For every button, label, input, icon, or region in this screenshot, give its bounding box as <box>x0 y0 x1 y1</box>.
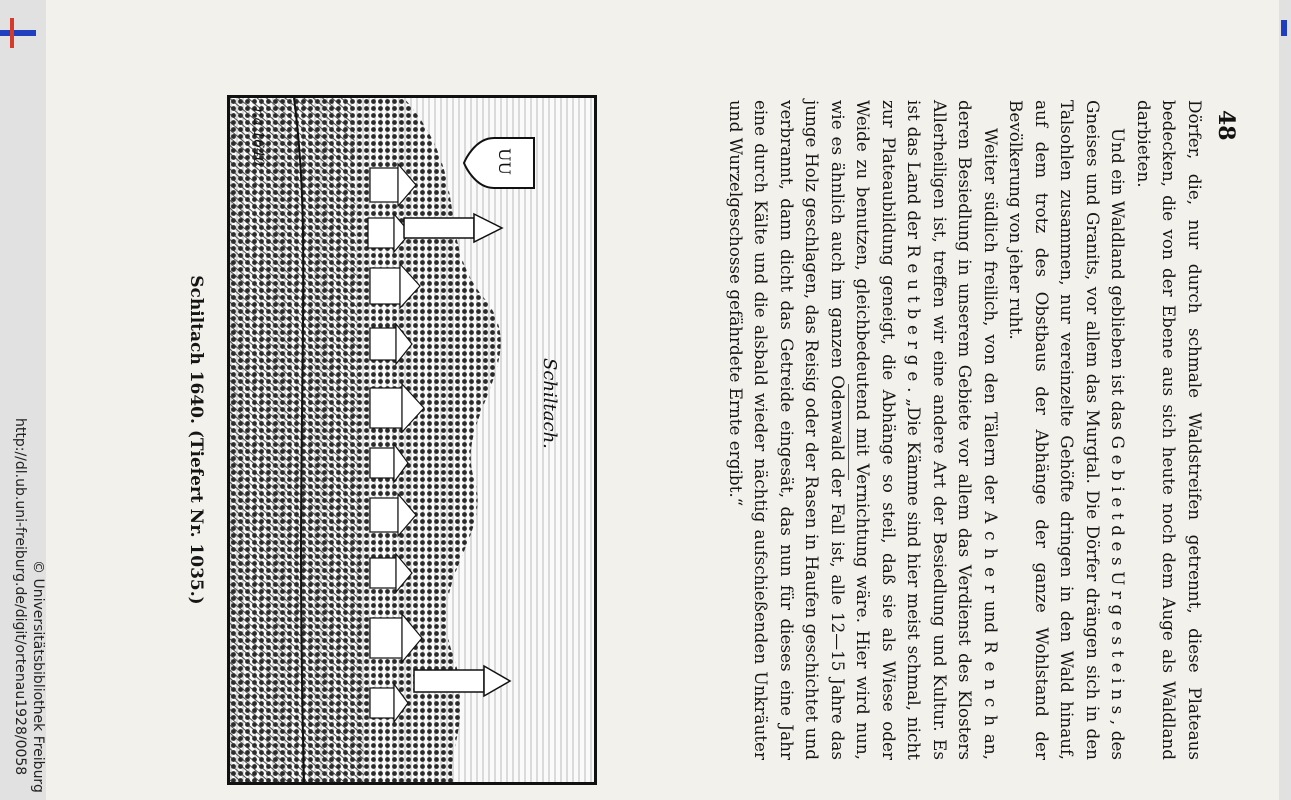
valley-ground <box>230 98 364 782</box>
body-text <box>723 100 1208 760</box>
right-margin-strip <box>1279 0 1291 800</box>
copyright-notice: © Universitätsbibliothek Freiburg <box>30 560 46 793</box>
paragraph-1: Dörfer, die, nur durch schmale Waldstreifen getrennt, diese Plateaus bedecken, die von der Ebene aus sich heute noch dem Auge als Waldland darbieten. <box>1134 100 1205 760</box>
engraving-inscription: Schiltach. <box>539 358 560 449</box>
page-number: 48 <box>1213 110 1239 141</box>
section-separator <box>848 384 849 480</box>
right-blue-marker <box>1281 20 1287 36</box>
illustration-caption: Schiltach 1640. (Tiefert Nr. 1035.) <box>186 275 206 605</box>
scanned-page <box>46 0 1279 800</box>
page-content <box>46 0 1279 800</box>
margin-citation <box>0 0 46 800</box>
digitization-url[interactable]: http://dl.ub.uni-freiburg.de/digit/ortenau1928/0058 <box>12 418 28 776</box>
svg-text:UU: UU <box>495 148 514 175</box>
paragraph-3: Weiter südlich freilich, von den Tälern der A c h e r und R e n c h an, deren Besiedlung in unserem Gebiete vor allem das Verdienst des Klosters Allerheiligen ist, treffen wir eine andere Art der Besiedlung und Kultur. Es ist das Land der R e u t b e r g e . „Die Kämme sind hier meist schmal, nicht zur Plateaubildung geneigt, die Abhänge so steil, daß sie als Wiese oder Weide zu benutzen, gleichbedeutend mit Vernichtung wäre. Hier wird nun, wie es ähnlich auch im ganzen Odenwald der Fall ist, alle 12—15 Jahre das junge Holz geschlagen, das Reisig oder der Rasen in Haufen geschichtet und verbrannt, dann dicht das Getreide eingesät, das nun für dieses eine Jahr eine durch Kälte und die alsbald wieder nächtig aufschießenden Unkräuter und Wurzelgeschosse gefährdete Ernte ergibt.“ <box>726 100 1001 760</box>
paragraph-2: Und ein Waldland geblieben ist das G e b i e t d e s U r g e s t e i n s , des Gneises und Granits, vor allem das Murgtal. Die Dörfer drängen sich in den Talsohlen zusammen, nur vereinzelte Gehöfte dringen in den Wald hinauf, auf dem trotz des Obstbaus der Abhänge der ganze Wohlstand der Bevölkerung von jeher ruht. <box>1006 100 1129 760</box>
left-margin-strip <box>0 0 46 800</box>
engraving-illustration <box>227 95 597 785</box>
town-engraving <box>230 98 594 782</box>
engraving-corner-text: r.a 1640 <box>250 108 266 167</box>
